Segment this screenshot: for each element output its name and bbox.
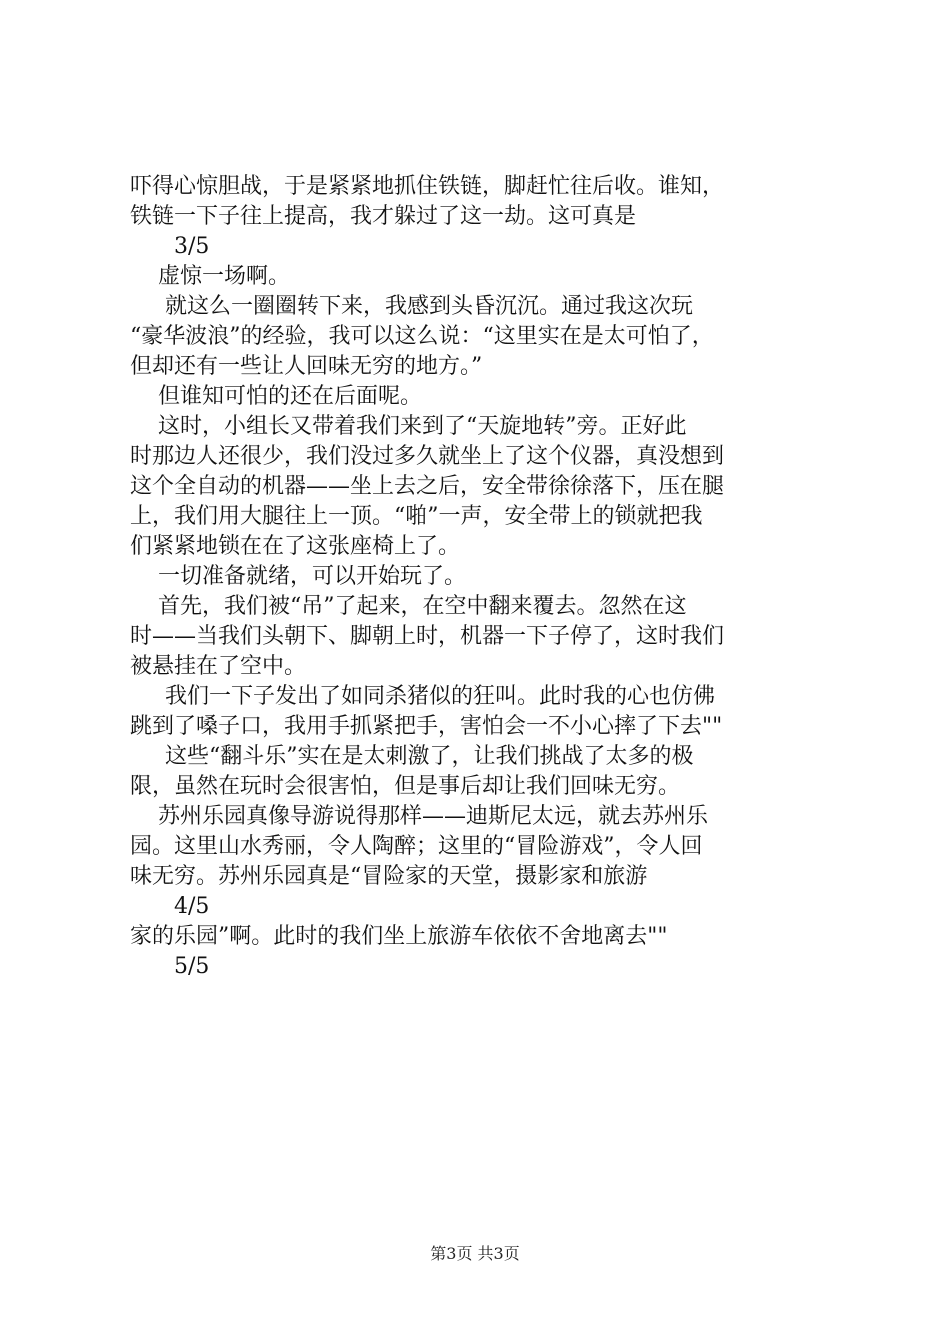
paragraph: 这时，小组长又带着我们来到了“天旋地转”旁。正好此 时那边人还很少，我们没过多久就坐上了这个仪器，真没想到 这个全自动的机器——坐上去之后，安全带徐徐落下，压在腿 上，我们用大腿往上一顶。“啪”一声，安全带上的锁就把我 们紧紧地锁在在了这张座椅上了。 [130,414,725,559]
paragraph: 家的乐园”啊。此时的我们坐上旅游车依依不舍地离去"" [130,924,668,949]
paragraph: 就这么一圈圈转下来，我感到头昏沉沉。通过我这次玩 “豪华波浪”的经验，我可以这么说：“这里实在是太可怕了， 但却还有一些让人回味无穷的地方。” [130,294,714,379]
page-marker-3: 3/5 [174,234,210,259]
document-body [130,172,830,982]
paragraph: 这些“翻斗乐”实在是太刺激了，让我们挑战了太多的极 限，虽然在玩时会很害怕，但是事后却让我们回味无穷。 [130,744,694,799]
paragraph: 虚惊一场啊。 [130,264,290,289]
paragraph: 但谁知可怕的还在后面呢。 [130,384,422,409]
paragraph: 首先，我们被“吊”了起来，在空中翻来覆去。忽然在这 时——当我们头朝下、脚朝上时，机器一下子停了，这时我们 被悬挂在了空中。 [130,594,725,679]
paragraph-continuation: 吓得心惊胆战，于是紧紧地抓住铁链，脚赶忙往后收。谁知， 铁链一下子往上提高，我才躲过了这一劫。这可真是 [130,174,725,229]
paragraph: 我们一下子发出了如同杀猪似的狂叫。此时我的心也仿佛 跳到了嗓子口，我用手抓紧把手，害怕会一不小心摔了下去"" [130,684,723,739]
paragraph: 一切准备就绪，可以开始玩了。 [130,564,466,589]
page-marker-4: 4/5 [174,894,210,919]
page-marker-5: 5/5 [174,954,210,979]
paragraph: 苏州乐园真像导游说得那样——迪斯尼太远，就去苏州乐 园。这里山水秀丽，令人陶醉；这里的“冒险游戏”，令人回 味无穷。苏州乐园真是“冒险家的天堂，摄影家和旅游 [130,804,708,889]
page-footer: 第3页 共3页 [430,1244,520,1263]
